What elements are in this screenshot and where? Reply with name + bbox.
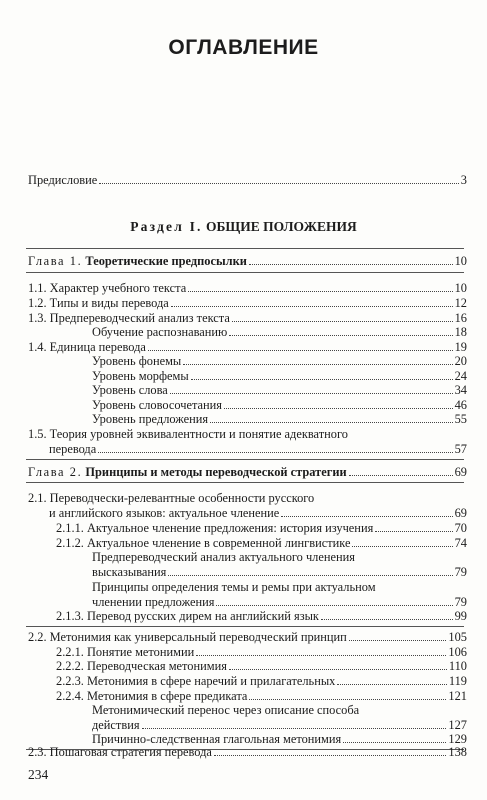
chapter-prefix: Глава 1. (28, 254, 83, 268)
dot-leader (249, 699, 446, 700)
dot-leader (224, 408, 453, 409)
toc-entry-label: 1.4. Единица перевода (28, 340, 146, 354)
dot-leader (99, 183, 459, 184)
toc-entry-label: действия (92, 718, 140, 732)
toc-entry (0, 311, 487, 325)
toc-entry-page: 18 (454, 325, 467, 339)
dot-leader (349, 640, 447, 641)
toc-entry-page: 55 (454, 412, 467, 426)
toc-entry-page: 12 (454, 296, 467, 310)
section-title: ОБЩИЕ ПОЛОЖЕНИЯ (205, 219, 357, 234)
toc-entry-label: Уровень предложения (92, 412, 209, 426)
dot-leader (349, 475, 453, 476)
toc-entry (0, 398, 487, 412)
toc-entry-label: Уровень фонемы (92, 354, 182, 368)
toc-entry-label: 2.2. Метонимия как универсальный переводческий принцип (28, 630, 347, 644)
toc-entry-page: 46 (454, 398, 467, 412)
toc-entry-page: 70 (454, 521, 467, 535)
toc-entry-page: 105 (448, 630, 467, 644)
dot-leader (210, 422, 452, 423)
toc-entry (0, 383, 487, 397)
toc-entry-page: 19 (454, 340, 467, 354)
toc-entry-label: перевода (49, 442, 97, 456)
toc-entry-label: 1.2. Типы и виды перевода (28, 296, 169, 310)
toc-entry-page: 79 (454, 565, 467, 579)
dot-leader (98, 452, 452, 453)
toc-entry (0, 536, 487, 550)
toc-entry-label: 2.1. Переводчески-релевантные особенности русского (28, 491, 315, 505)
toc-entry-page: 16 (454, 311, 467, 325)
toc-entry-label: Принципы определения темы и ремы при актуальном (92, 580, 376, 594)
dot-leader (171, 306, 453, 307)
dot-leader (337, 684, 446, 685)
toc-entry (0, 659, 487, 673)
toc-entry (0, 412, 487, 426)
toc-chapter-2 (0, 465, 487, 479)
toc-entry (0, 491, 487, 520)
toc-entry-page: 121 (448, 689, 467, 703)
toc-entry-label: членении предложения (92, 595, 215, 609)
toc-entry-label: Уровень слова (92, 383, 168, 397)
toc-entry-label: Обучение распознаванию (92, 325, 228, 339)
dot-leader (229, 335, 452, 336)
separator-line (26, 482, 464, 483)
section-heading (0, 219, 487, 235)
toc-entry-label: Причинно-следственная глагольная метонимия (92, 732, 342, 746)
dot-leader (170, 393, 453, 394)
toc-entry-page: 127 (448, 718, 467, 732)
separator-line (26, 272, 464, 273)
toc-entry-label: Метонимический перенос через описание способа (92, 703, 360, 717)
toc-entry-label: высказывания (92, 565, 167, 579)
toc-entry-label: Уровень словосочетания (92, 398, 223, 412)
toc-entry (0, 674, 487, 688)
dot-leader (229, 669, 447, 670)
dot-leader (142, 728, 447, 729)
toc-entry-label: 2.2.1. Понятие метонимии (56, 645, 195, 659)
toc-entry-label: Предпереводческий анализ актуального членения (92, 550, 355, 564)
toc-entry-page: 138 (448, 745, 467, 759)
toc-entry-label: 1.5. Теория уровней эквивалентности и понятие адекватного (28, 427, 348, 441)
toc-entry-page: 10 (454, 281, 467, 295)
toc-entry-page: 99 (454, 609, 467, 623)
dot-leader (352, 546, 452, 547)
dot-leader (232, 321, 453, 322)
toc-entry-page: 74 (454, 536, 467, 550)
toc-entry-label: 2.2.3. Метонимия в сфере наречий и прилагательных (56, 674, 336, 688)
toc-entry-page: 79 (454, 595, 467, 609)
toc-entry-label: 2.1.1. Актуальное членение предложения: история изучения (56, 521, 374, 535)
toc-entry-label: 2.3. Пошаговая стратегия перевода (28, 745, 212, 759)
toc-entry (0, 645, 487, 659)
toc-entry-page: 24 (454, 369, 467, 383)
dot-leader (168, 575, 452, 576)
toc-entry-label: Уровень морфемы (92, 369, 189, 383)
toc-entry-page: 119 (448, 674, 467, 688)
dot-leader (343, 742, 446, 743)
dot-leader (191, 379, 453, 380)
chapter-prefix: Глава 2. (28, 465, 83, 479)
toc-entry (0, 281, 487, 295)
toc-entry-label: и английского языков: актуальное членение (49, 506, 280, 520)
toc-entry-page: 34 (454, 383, 467, 397)
toc-entry (0, 703, 487, 732)
dot-leader (249, 264, 453, 265)
page-number: 234 (28, 767, 49, 782)
dot-leader (148, 350, 453, 351)
toc-entry (0, 427, 487, 456)
toc-entry-page: 10 (454, 254, 467, 268)
toc-entry-preface (0, 173, 487, 187)
toc-entry (0, 296, 487, 310)
dot-leader (281, 516, 452, 517)
toc-entry-label: 1.3. Предпереводческий анализ текста (28, 311, 230, 325)
toc-entry-page: 57 (454, 442, 467, 456)
toc-entry-page: 129 (448, 732, 467, 746)
dot-leader (188, 291, 452, 292)
toc-entry (0, 354, 487, 368)
toc-entry-page: 106 (448, 645, 467, 659)
toc-entry-page: 69 (454, 506, 467, 520)
toc-entry-label: 2.1.3. Перевод русских дирем на английский язык (56, 609, 319, 623)
toc-entry (0, 550, 487, 579)
toc-entry (0, 630, 487, 644)
toc-entry (0, 745, 487, 759)
toc-entry (0, 340, 487, 354)
toc-entry (0, 521, 487, 535)
toc-entry (0, 580, 487, 609)
separator-line (26, 626, 464, 627)
toc-entry-label: Предисловие (28, 173, 98, 187)
toc-entry (0, 609, 487, 623)
toc-entry (0, 369, 487, 383)
separator-line (26, 248, 464, 249)
dot-leader (196, 655, 446, 656)
section-prefix: Раздел I. (130, 219, 203, 234)
dot-leader (216, 605, 452, 606)
toc-entry-label: 2.2.4. Метонимия в сфере предиката (56, 689, 248, 703)
toc-chapter-1 (0, 254, 487, 268)
toc-entry (0, 732, 487, 746)
chapter-title: Принципы и методы переводческой стратегии (85, 465, 347, 479)
toc-entry-page: 110 (448, 659, 467, 673)
toc-entry-page: 3 (460, 173, 467, 187)
toc-entry-page: 20 (454, 354, 467, 368)
dot-leader (214, 755, 446, 756)
toc-entry (0, 325, 487, 339)
toc-entry-label: 2.2.2. Переводческая метонимия (56, 659, 227, 673)
dot-leader (321, 619, 453, 620)
toc-entry (0, 689, 487, 703)
dot-leader (375, 531, 452, 532)
separator-line (26, 459, 464, 460)
toc-entry-label: 2.1.2. Актуальное членение в современной лингвистике (56, 536, 351, 550)
toc-entry-label: 1.1. Характер учебного текста (28, 281, 187, 295)
chapter-title: Теоретические предпосылки (85, 254, 247, 268)
page-title: ОГЛАВЛЕНИЕ (168, 36, 319, 59)
dot-leader (183, 364, 452, 365)
toc-entry-page: 69 (454, 465, 467, 479)
